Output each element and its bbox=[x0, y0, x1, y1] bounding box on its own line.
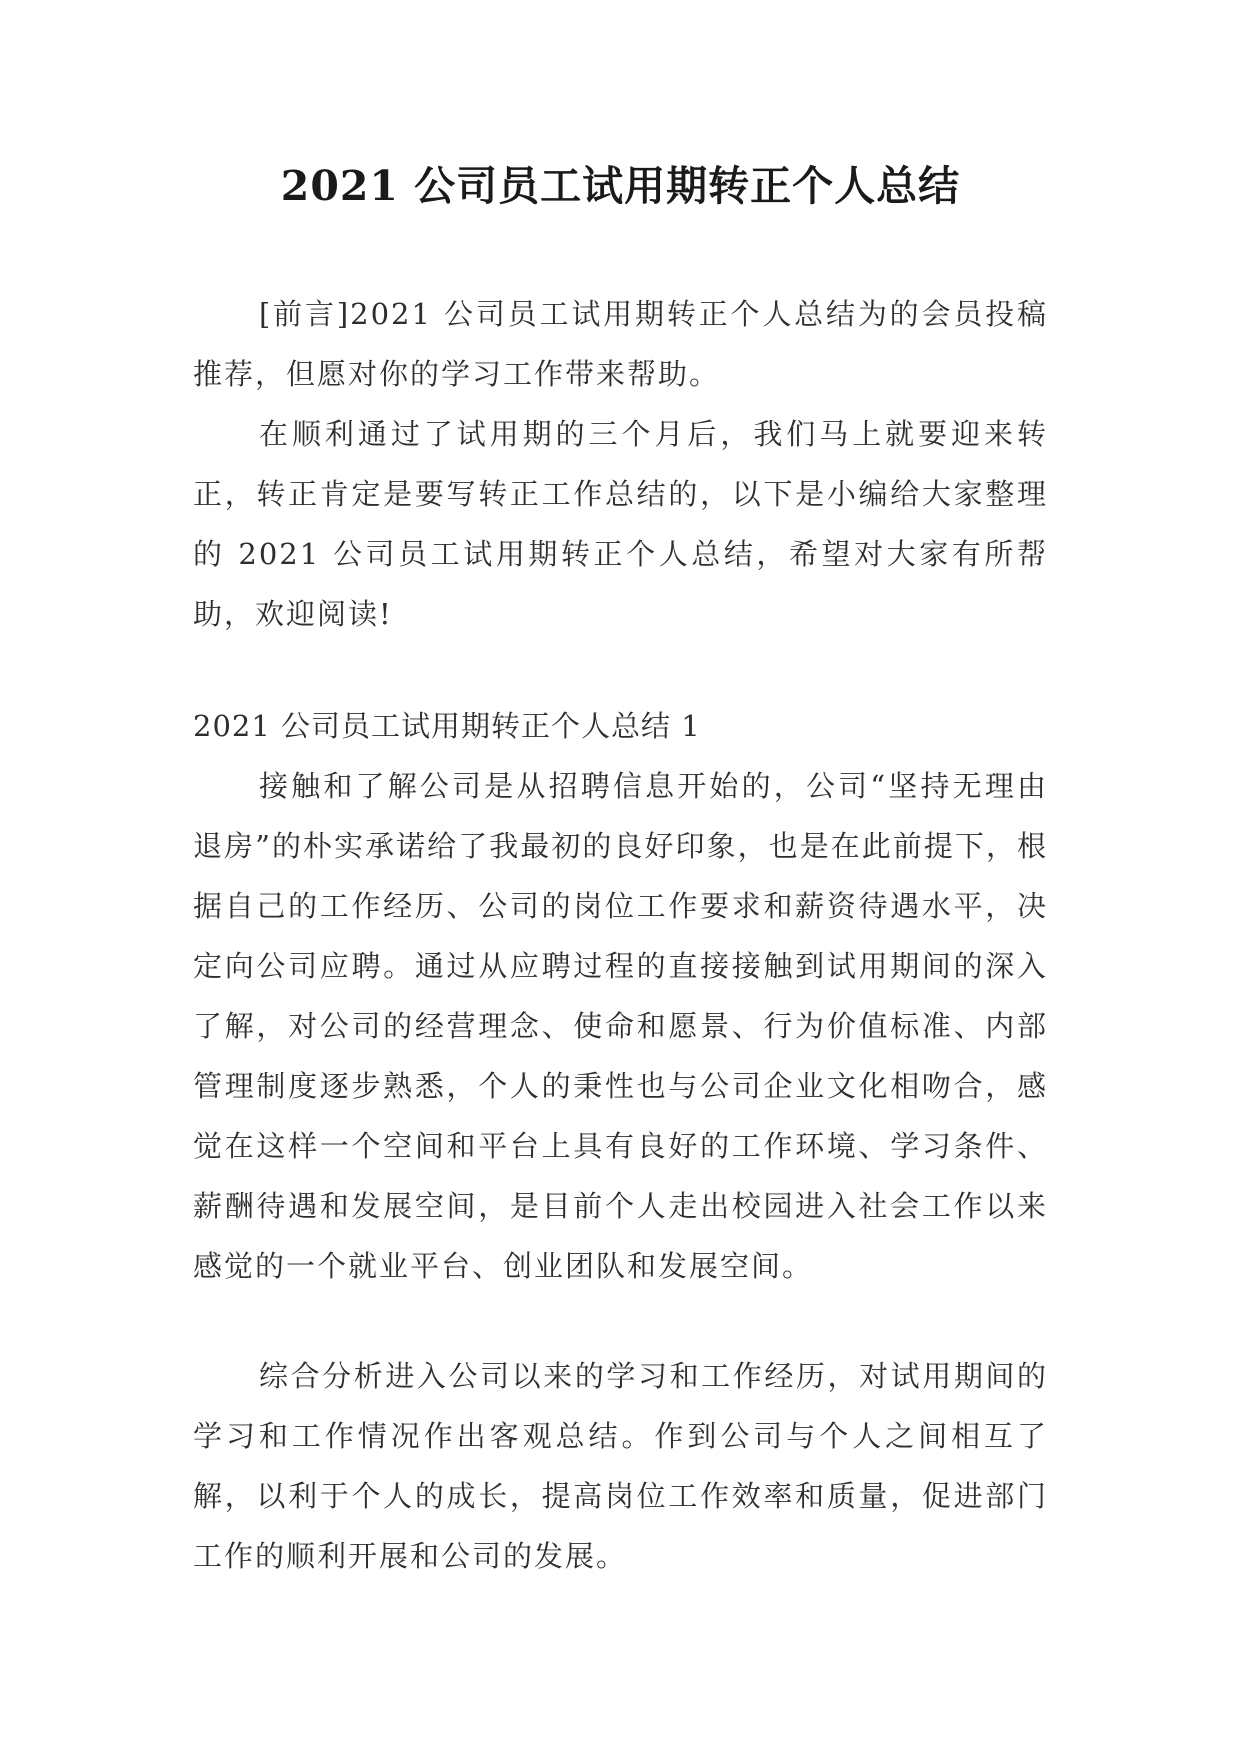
section-heading: 2021 公司员工试用期转正个人总结 1 bbox=[193, 709, 701, 743]
document-title: 2021 公司员工试用期转正个人总结 bbox=[280, 162, 961, 210]
lead-paragraph: 在顺利通过了试用期的三个月后，我们马上就要迎来转正，转正肯定是要写转正工作总结的，以下是小编给大家整理的 2021 公司员工试用期转正个人总结，希望对大家有所帮助，欢迎阅读! bbox=[193, 417, 1048, 631]
body-paragraph-2: 综合分析进入公司以来的学习和工作经历，对试用期间的学习和工作情况作出客观总结。作到公司与个人之间相互了解，以利于个人的成长，提高岗位工作效率和质量，促进部门工作的顺利开展和公司的发展。 bbox=[193, 1359, 1048, 1573]
intro-paragraph: [前言]2021 公司员工试用期转正个人总结为的会员投稿推荐，但愿对你的学习工作带来帮助。 bbox=[193, 297, 1048, 391]
body-paragraph-1: 接触和了解公司是从招聘信息开始的，公司“坚持无理由退房”的朴实承诺给了我最初的良好印象，也是在此前提下，根据自己的工作经历、公司的岗位工作要求和薪资待遇水平，决定向公司应聘。通过从应聘过程的直接接触到试用期间的深入了解，对公司的经营理念、使命和愿景、行为价值标准、内部管理制度逐步熟悉，个人的秉性也与公司企业文化相吻合，感觉在这样一个空间和平台上具有良好的工作环境、学习条件、薪酬待遇和发展空间，是目前个人走出校园进入社会工作以来感觉的一个就业平台、创业团队和发展空间。 bbox=[193, 769, 1048, 1283]
